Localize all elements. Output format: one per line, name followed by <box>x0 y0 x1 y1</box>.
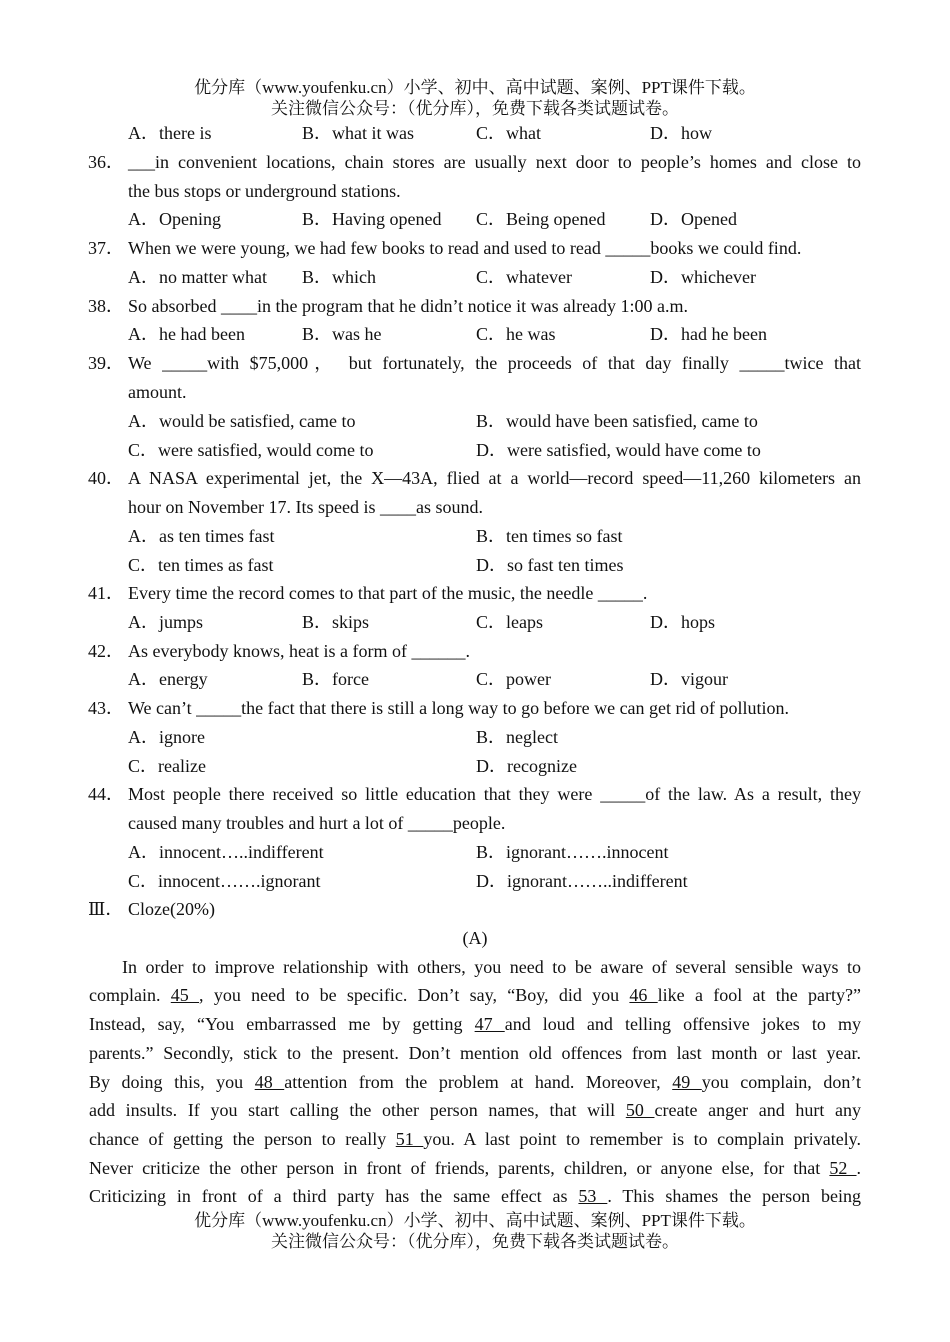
option-a: A．there is <box>128 123 212 143</box>
option-d: D．vigour <box>650 669 728 689</box>
option-d: D．ignorant……..indifferent <box>476 871 688 891</box>
option-b: B．what it was <box>302 123 414 143</box>
passage-line-8: Never criticize the other person in front of friends, parents, children, or anyone else, for that 52 . <box>89 1158 862 1178</box>
option-a: A．Opening <box>128 209 221 229</box>
option-a: A．ignore <box>128 727 205 747</box>
option-d: D．so fast ten times <box>476 555 624 575</box>
option-b: B．ignorant…….innocent <box>476 842 669 862</box>
question-stem: So absorbed ____in the program that he didn’t notice it was already 1:00 a.m. <box>128 296 689 316</box>
question-stem: As everybody knows, heat is a form of ______. <box>128 641 470 661</box>
question-number: 42． <box>88 641 124 661</box>
question-stem-line-2: the bus stops or underground stations. <box>128 181 401 201</box>
blank-50: 50 <box>625 1100 655 1120</box>
option-b: B．skips <box>302 612 370 632</box>
option-c: C．power <box>476 669 551 689</box>
option-c: C．he was <box>476 324 556 344</box>
question-stem-line-1: We _____with $75,000， but fortunately, the proceeds of that day finally _____twice that <box>128 353 861 373</box>
option-a: A．energy <box>128 669 208 689</box>
question-stem-line-2: caused many troubles and hurt a lot of _____people. <box>128 813 506 833</box>
question-number: 44． <box>88 784 124 804</box>
option-b: B．was he <box>302 324 382 344</box>
header-line-2: 关注微信公众号：（优分库），免费下载各类试题试卷。 <box>271 99 679 118</box>
blank-47: 47 <box>474 1014 505 1034</box>
question-stem-line-1: A NASA experimental jet, the X—43A, flied at a world—record speed—11,260 kilometers an <box>128 468 861 488</box>
question-stem-line-2: hour on November 17. Its speed is ____as sound. <box>128 497 483 517</box>
question-stem: We can’t _____the fact that there is still a long way to go before we can get rid of pollution. <box>128 698 790 718</box>
question-number: 39． <box>88 353 124 373</box>
blank-52: 52 <box>829 1158 857 1178</box>
option-d: D．whichever <box>650 267 756 287</box>
passage-line-5: By doing this, you 48 attention from the problem at hand. Moreover, 49 you complain, don’t <box>89 1072 862 1092</box>
option-b: B．neglect <box>476 727 558 747</box>
option-c: C．Being opened <box>476 209 606 229</box>
blank-48: 48 <box>254 1072 285 1092</box>
passage-line-7: chance of getting the person to really 51 you. A last point to remember is to complain privately. <box>89 1129 862 1149</box>
option-d: D．recognize <box>476 756 577 776</box>
option-c: C．realize <box>128 756 206 776</box>
question-number: 40． <box>88 468 124 488</box>
passage-line-3: Instead, say, “You embarrassed me by getting 47 and loud and telling offensive jokes to my <box>89 1014 862 1034</box>
option-a: A．innocent…..indifferent <box>128 842 324 862</box>
blank-49: 49 <box>672 1072 702 1092</box>
option-c: C．what <box>476 123 541 143</box>
blank-53: 53 <box>578 1186 608 1206</box>
question-number: 38． <box>88 296 124 316</box>
option-c: C．leaps <box>476 612 543 632</box>
question-stem-line-1: Most people there received so little education that they were _____of the law. As a result, they <box>128 784 861 804</box>
footer-line-2: 关注微信公众号：（优分库），免费下载各类试题试卷。 <box>271 1232 679 1251</box>
header-line-1: 优分库（www.youfenku.cn）小学、初中、高中试题、案例、PPT课件下载。 <box>194 78 756 97</box>
question-stem: Every time the record comes to that part of the music, the needle _____. <box>128 583 648 603</box>
option-c: C．innocent…….ignorant <box>128 871 321 891</box>
section-title: Cloze(20%) <box>128 899 215 919</box>
option-b: B．ten times so fast <box>476 526 623 546</box>
passage-line-9: Criticizing in front of a third party has the same effect as 53 . This shames the person being <box>89 1186 861 1206</box>
passage-label: (A) <box>462 928 488 948</box>
section-number: Ⅲ． <box>88 899 124 919</box>
question-stem-line-2: amount. <box>128 382 187 402</box>
option-b: B．Having opened <box>302 209 442 229</box>
option-d: D．Opened <box>650 209 737 229</box>
option-d: D．how <box>650 123 712 143</box>
question-number: 36． <box>88 152 124 172</box>
option-c: C．whatever <box>476 267 572 287</box>
question-number: 37． <box>88 238 124 258</box>
question-stem-line-1: ___in convenient locations, chain stores are usually next door to people’s homes and close to <box>128 152 861 172</box>
question-number: 41． <box>88 583 124 603</box>
footer-line-1: 优分库（www.youfenku.cn）小学、初中、高中试题、案例、PPT课件下载。 <box>194 1211 756 1230</box>
option-a: A．jumps <box>128 612 204 632</box>
option-d: D．hops <box>650 612 716 632</box>
option-a: A．as ten times fast <box>128 526 275 546</box>
passage-line-6: add insults. If you start calling the other person names, that will 50 create anger and hurt any <box>89 1100 862 1120</box>
blank-45: 45 <box>170 985 200 1005</box>
option-a: A．no matter what <box>128 267 267 287</box>
option-d: D．had he been <box>650 324 767 344</box>
option-c: C．were satisfied, would come to <box>128 440 374 460</box>
passage-line-2: complain. 45 , you need to be specific. Don’t say, “Boy, did you 46 like a fool at the party?” <box>89 985 861 1005</box>
passage-line-4: parents.” Secondly, stick to the present. Don’t mention old offences from last month or last year. <box>89 1043 861 1063</box>
option-b: B．would have been satisfied, came to <box>476 411 758 431</box>
option-b: B．force <box>302 669 369 689</box>
question-number: 43． <box>88 698 124 718</box>
option-a: A．would be satisfied, came to <box>128 411 356 431</box>
option-d: D．were satisfied, would have come to <box>476 440 761 460</box>
blank-46: 46 <box>629 985 658 1005</box>
option-b: B．which <box>302 267 376 287</box>
option-a: A．he had been <box>128 324 245 344</box>
blank-51: 51 <box>395 1129 424 1149</box>
option-c: C．ten times as fast <box>128 555 274 575</box>
passage-line-1: In order to improve relationship with others, you need to be aware of several sensible ways to <box>122 957 861 977</box>
question-stem: When we were young, we had few books to read and used to read _____books we could find. <box>128 238 802 258</box>
